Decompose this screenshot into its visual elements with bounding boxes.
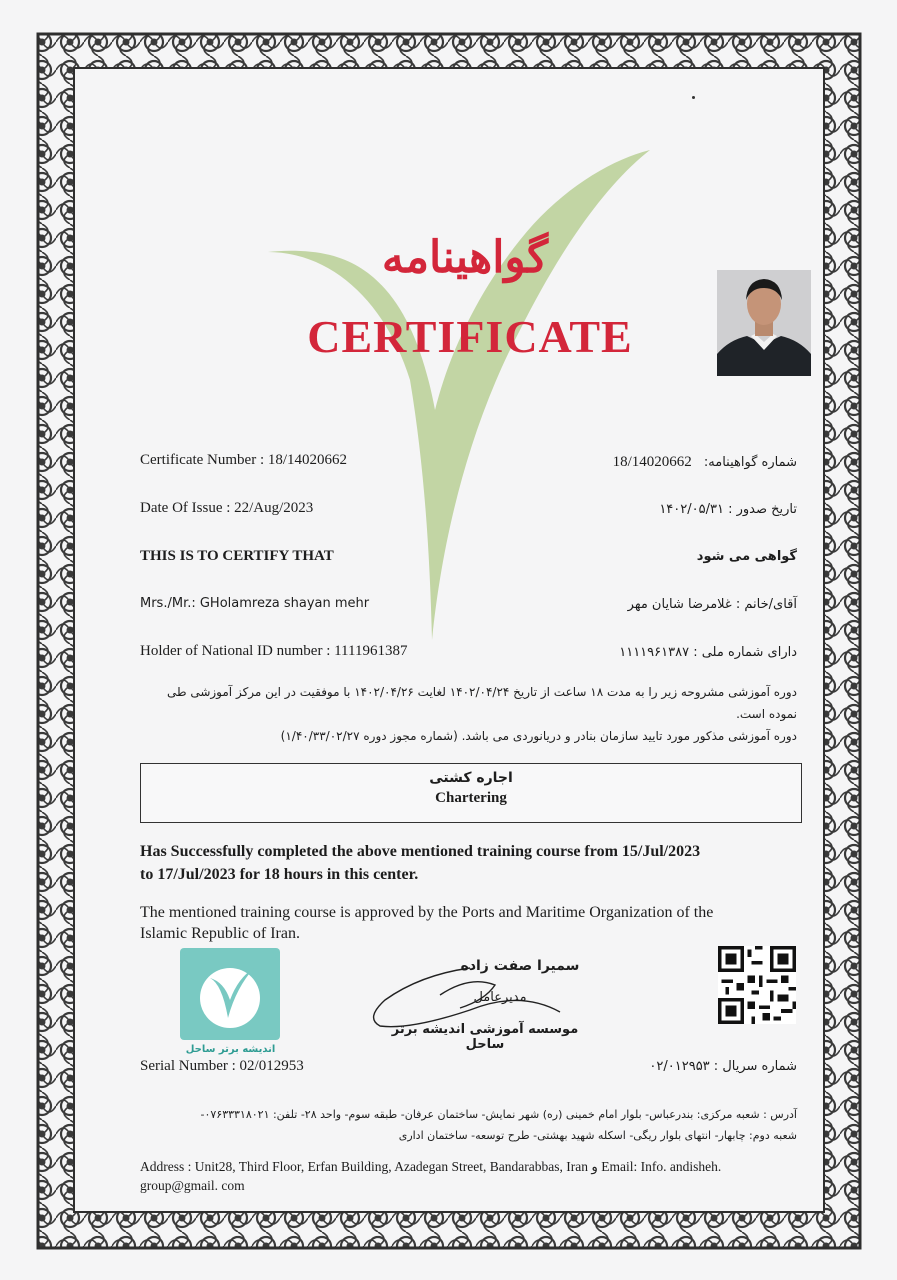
signatory-organization: موسسه آموزشی اندیشه برتر ساحل (391, 1022, 579, 1052)
qr-code (718, 946, 796, 1024)
serial-number-en: Serial Number : 02/012953 (140, 1058, 304, 1074)
national-id-fa: دارای شماره ملی : ۱۱۱۱۹۶۱۳۸۷ (619, 645, 797, 660)
certificate-number-fa-label: شماره گواهینامه: (703, 455, 797, 470)
course-title-fa: اجاره کشتی (429, 770, 513, 786)
approval-line: The mentioned training course is approved by the Ports and Maritime Organization of the (140, 904, 714, 921)
approval-line: Islamic Republic of Iran. (140, 925, 300, 942)
certificate-number-fa-value: 18/14020662 (612, 454, 692, 470)
national-id-en: Holder of National ID number : 1111961387 (140, 643, 408, 659)
course-paragraph-line: نموده است. (736, 707, 797, 721)
address-fa-line: آدرس : شعبه مرکزی: بندرعباس- بلوار امام خمینی (ره) شهر نمایش- ساختمان عرفان- طبقه سوم- واحد ۲۸- تلفن: ۰۷۶۳۳۳۱۸۰۲۱- (200, 1108, 797, 1121)
course-paragraph-line: دوره آموزشی مشروحه زیر را به مدت ۱۸ ساعت از تاریخ ۱۴۰۲/۰۴/۲۴ لغایت ۱۴۰۲/۰۴/۲۶ با موفقیت در این مرکز آموزشی طی (166, 685, 797, 699)
certify-statement-en: THIS IS TO CERTIFY THAT (140, 548, 334, 564)
signatory-role: مدیرعامل (473, 990, 527, 1005)
holder-name-fa: آقای/خانم : غلامرضا شایان مهر (627, 597, 797, 612)
certify-statement-fa: گواهی می شود (696, 549, 797, 564)
issue-date-fa: تاریخ صدور : ۱۴۰۲/۰۵/۳۱ (659, 502, 797, 517)
address-fa (117, 1104, 797, 1146)
certificate-number-en: Certificate Number : 18/14020662 (140, 452, 348, 468)
completion-line: to 17/Jul/2023 for 18 hours in this center. (140, 866, 419, 883)
address-en-line: group@gmail. com (140, 1178, 245, 1193)
address-en-line: Address : Unit28, Third Floor, Erfan Building, Azadegan Street, Bandarabbas, Iran و Email: Info. andisheh. (140, 1159, 722, 1174)
address-en (140, 1157, 802, 1195)
title-english: CERTIFICATE (307, 311, 633, 362)
completion-line: Has Successfully completed the above mentioned training course from 15/Jul/2023 (140, 843, 701, 860)
logo-caption: اندیشه برتر ساحل (185, 1044, 276, 1055)
serial-number-fa: شماره سریال : ۰۲/۰۱۲۹۵۳ (649, 1059, 797, 1074)
address-fa-line: شعبه دوم: چابهار- انتهای بلوار ریگی- اسکله شهید بهشتی- طرح توسعه- ساختمان اداری (398, 1129, 797, 1142)
title-persian: گواهینامه (381, 232, 549, 283)
course-title-en: Chartering (435, 790, 507, 806)
course-paragraph-line: دوره آموزشی مذکور مورد تایید سازمان بنادر و دریانوردی می باشد. (شماره مجوز دوره ۱/۴۰/۳۳/۰۲/۲۷) (280, 729, 797, 743)
issue-date-en: Date Of Issue : 22/Aug/2023 (140, 500, 314, 516)
signatory-name: سمیرا صفت زاده (460, 958, 580, 974)
holder-name-en: Mrs./Mr.: GHolamreza shayan mehr (140, 596, 370, 611)
